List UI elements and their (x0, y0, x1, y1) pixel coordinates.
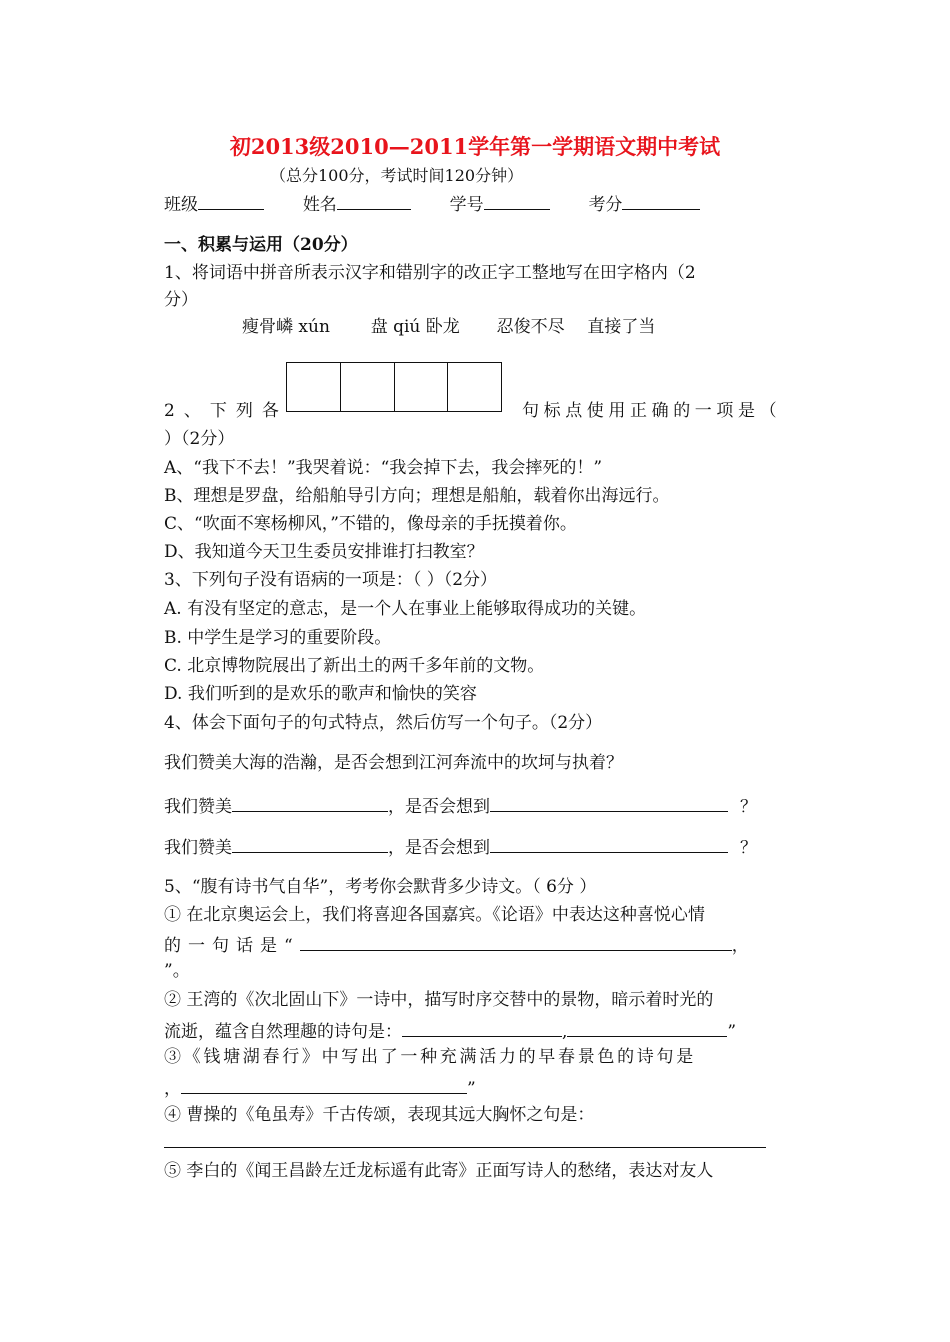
section-heading: 一、积累与运用（20分） (164, 235, 358, 255)
q5-s1: ① 在北京奥运会上，我们将喜迎各国嘉宾。《论语》中表达这种喜悦心情 (164, 905, 705, 925)
q4-blank[interactable] (490, 793, 728, 812)
q3-text: 3、下列句子没有语病的一项是：（ ）（2分） (164, 570, 498, 590)
q5-s4-blank[interactable] (164, 1147, 766, 1148)
q5-blank[interactable] (181, 1075, 467, 1094)
class-label: 班级 (164, 195, 198, 215)
q3-option-a: A. 有没有坚定的意志，是一个人在事业上能够取得成功的关键。 (164, 599, 647, 619)
number-blank[interactable] (484, 191, 550, 210)
q5-blank[interactable] (567, 1018, 727, 1037)
grid-cell[interactable] (287, 363, 341, 411)
grid-cell[interactable] (448, 363, 501, 411)
q5-s4: ④ 曹操的《龟虽寿》千古传颂，表现其远大胸怀之句是： (164, 1105, 595, 1125)
q2-text-right: 句标点使用正确的一项是（ (522, 401, 782, 421)
q1-text-cont: 分） (164, 290, 198, 310)
q3-option-c: C. 北京博物院展出了新出土的两千多年前的文物。 (164, 656, 545, 676)
q4-blank[interactable] (490, 834, 728, 853)
q3-option-b: B. 中学生是学习的重要阶段。 (164, 628, 392, 648)
q4-fill-a: 我们赞美 (164, 797, 232, 817)
q5-s1-lead: 的一句话是“ (164, 936, 300, 956)
grid-cell[interactable] (395, 363, 449, 411)
q5-s1-end: ”。 (164, 961, 190, 981)
q4-blank[interactable] (232, 793, 388, 812)
q1-words (242, 316, 655, 338)
q5-s2-end: ” (727, 1022, 737, 1042)
q3-option-d: D. 我们听到的是欢乐的歌声和愉快的笑容 (164, 684, 477, 704)
q4-fill-line-1 (164, 793, 757, 818)
q5-s3-end: ” (467, 1079, 476, 1099)
q2-option-b: B、理想是罗盘，给船舶导引方向；理想是船舶，载着你出海远行。 (164, 486, 670, 506)
score-blank[interactable] (622, 191, 700, 210)
q2-text: 2、下列各 (164, 401, 288, 421)
score-label: 考分 (588, 195, 623, 215)
q5-s1-comma: ， (731, 936, 749, 956)
q4-fill-line-2 (164, 834, 757, 859)
q5-s3-lead: ， (164, 1079, 181, 1099)
q5-s5: ⑤ 李白的《闻王昌龄左迁龙标遥有此寄》正面写诗人的愁绪，表达对友人 (164, 1161, 714, 1181)
q1-word: 盘 qiú 卧龙 (370, 317, 460, 337)
q4-text: 4、体会下面句子的句式特点，然后仿写一个句子。（2分） (164, 713, 603, 733)
q2-option-d: D、我知道今天卫生委员安排谁打扫教室？ (164, 542, 484, 562)
q4-blank[interactable] (232, 834, 388, 853)
q4-fill-b: ，是否会想到 (388, 838, 490, 858)
q2-text-cont: ）（2分） (164, 429, 235, 449)
q5-s2: ② 王湾的《次北固山下》一诗中，描写时序交替中的景物，暗示着时光的 (164, 990, 714, 1010)
q5-s2-sep: , (562, 1022, 568, 1042)
q5-text: 5、“腹有诗书气自华”，考考你会默背多少诗文。（ 6分 ） (164, 877, 597, 897)
q5-s3: ③《钱塘湖春行》中写出了一种充满活力的早春景色的诗句是 (164, 1047, 696, 1067)
q4-fill-c: ？ (740, 797, 757, 817)
q5-s2-fill (164, 1018, 736, 1043)
q4-fill-a: 我们赞美 (164, 838, 232, 858)
q5-s2-lead: 流逝，蕴含自然理趣的诗句是： (164, 1022, 402, 1042)
q1-word: 直接了当 (587, 317, 656, 337)
q1-word: 瘦骨嶙 xún (242, 317, 330, 337)
class-blank[interactable] (198, 191, 264, 210)
number-label: 学号 (449, 195, 484, 215)
q1-text: 1、将词语中拼音所表示汉字和错别字的改正字工整地写在田字格内（2 (164, 263, 696, 283)
q1-word: 忍俊不尽 (496, 317, 565, 337)
q4-fill-b: ，是否会想到 (388, 797, 490, 817)
grid-cell[interactable] (341, 363, 395, 411)
q5-s3-fill (164, 1075, 476, 1100)
q4-example: 我们赞美大海的浩瀚，是否会想到江河奔流中的坎坷与执着？ (164, 753, 623, 773)
name-label: 姓名 (302, 195, 337, 215)
name-blank[interactable] (337, 191, 411, 210)
q5-blank[interactable] (402, 1018, 562, 1037)
exam-subtitle: （总分100分，考试时间120分钟） (270, 166, 524, 185)
q5-blank[interactable] (300, 932, 732, 951)
exam-title: 初2013级2010—2011学年第一学期语文期中考试 (229, 134, 721, 159)
q5-s1-fill (164, 932, 749, 957)
student-info-row (164, 191, 700, 216)
q4-fill-c: ？ (740, 838, 757, 858)
q2-option-a: A、“我下不去！”我哭着说：“我会掉下去，我会摔死的！” (164, 458, 603, 478)
tianzige-grid[interactable] (286, 362, 502, 412)
q2-option-c: C、“吹面不寒杨柳风，”不错的，像母亲的手抚摸着你。 (164, 514, 577, 534)
